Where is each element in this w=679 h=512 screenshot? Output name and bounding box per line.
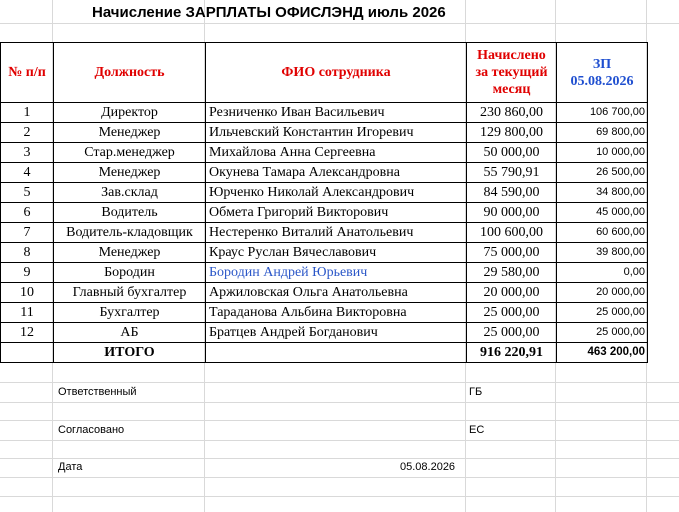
cell-position[interactable]: Зав.склад	[54, 183, 206, 203]
cell-accrued[interactable]: 55 790,91	[467, 163, 557, 183]
cell-position[interactable]: Бухгалтер	[54, 303, 206, 323]
cell-accrued[interactable]: 75 000,00	[467, 243, 557, 263]
table-row	[1, 123, 648, 143]
cell-name[interactable]: Михайлова Анна Сергеевна	[206, 143, 467, 163]
cell-position[interactable]: АБ	[54, 323, 206, 343]
total-label[interactable]: ИТОГО	[54, 343, 206, 363]
cell-num[interactable]: 8	[1, 243, 54, 263]
cell-name[interactable]: Обмета Григорий Викторович	[206, 203, 467, 223]
total-accrued[interactable]: 916 220,91	[467, 343, 557, 363]
cell-zp[interactable]: 39 800,00	[557, 243, 648, 263]
cell-num[interactable]: 9	[1, 263, 54, 283]
cell-zp[interactable]: 25 000,00	[557, 303, 648, 323]
total-row	[1, 343, 648, 363]
header-num[interactable]: № п/п	[1, 43, 54, 103]
cell-zp[interactable]: 45 000,00	[557, 203, 648, 223]
cell-num[interactable]: 2	[1, 123, 54, 143]
cell-accrued[interactable]: 20 000,00	[467, 283, 557, 303]
cell-name[interactable]: Нестеренко Виталий Анатольевич	[206, 223, 467, 243]
cell-name[interactable]: Окунева Тамара Александровна	[206, 163, 467, 183]
cell-zp[interactable]: 69 800,00	[557, 123, 648, 143]
cell-zp[interactable]: 106 700,00	[557, 103, 648, 123]
cell-name[interactable]: Ильчевский Константин Игоревич	[206, 123, 467, 143]
cell-position[interactable]: Менеджер	[54, 123, 206, 143]
total-zp[interactable]: 463 200,00	[557, 343, 648, 363]
header-zp[interactable]	[557, 43, 648, 103]
cell-position[interactable]: Стар.менеджер	[54, 143, 206, 163]
cell-num[interactable]: 5	[1, 183, 54, 203]
table-row	[1, 303, 648, 323]
header-position[interactable]: Должность	[54, 43, 206, 103]
cell-accrued[interactable]: 129 800,00	[467, 123, 557, 143]
cell-name[interactable]: Краус Руслан Вячеславович	[206, 243, 467, 263]
cell-zp[interactable]: 20 000,00	[557, 283, 648, 303]
cell-zp[interactable]: 0,00	[557, 263, 648, 283]
cell-name[interactable]: Резниченко Иван Васильевич	[206, 103, 467, 123]
grid-line	[0, 382, 679, 383]
date-label: Дата	[58, 461, 83, 473]
grid-line	[0, 440, 679, 441]
cell-name[interactable]: Юрченко Николай Александрович	[206, 183, 467, 203]
table-row	[1, 103, 648, 123]
responsible-label: Ответственный	[58, 386, 137, 398]
cell-num[interactable]: 7	[1, 223, 54, 243]
cell-zp[interactable]: 10 000,00	[557, 143, 648, 163]
header-accrued-line3: месяц	[492, 82, 531, 97]
cell-name[interactable]: Братцев Андрей Богданович	[206, 323, 467, 343]
cell-zp[interactable]: 60 600,00	[557, 223, 648, 243]
responsible-value[interactable]: ГБ	[469, 386, 483, 398]
cell-accrued[interactable]: 84 590,00	[467, 183, 557, 203]
payroll-table	[0, 42, 648, 363]
grid-line	[0, 420, 679, 421]
approved-label: Согласовано	[58, 424, 125, 436]
page-title: Начисление ЗАРПЛАТЫ ОФИСЛЭНД июль 2026	[92, 4, 446, 21]
table-row	[1, 183, 648, 203]
cell-accrued[interactable]: 90 000,00	[467, 203, 557, 223]
cell-position[interactable]: Бородин	[54, 263, 206, 283]
cell-zp[interactable]: 25 000,00	[557, 323, 648, 343]
table-row	[1, 283, 648, 303]
cell-num[interactable]: 4	[1, 163, 54, 183]
cell-accrued[interactable]: 50 000,00	[467, 143, 557, 163]
grid-line	[0, 402, 679, 403]
header-accrued-line1: Начислено	[477, 48, 546, 63]
cell-position[interactable]: Главный бухгалтер	[54, 283, 206, 303]
header-zp-line1: ЗП	[592, 56, 612, 72]
cell-accrued[interactable]: 100 600,00	[467, 223, 557, 243]
cell-num[interactable]: 12	[1, 323, 54, 343]
header-accrued-line2: за текущий	[475, 65, 548, 80]
header-name[interactable]: ФИО сотрудника	[206, 43, 467, 103]
header-zp-line2: 05.08.2026	[570, 73, 634, 89]
cell-position[interactable]: Менеджер	[54, 163, 206, 183]
cell-num[interactable]: 11	[1, 303, 54, 323]
cell-accrued[interactable]: 25 000,00	[467, 303, 557, 323]
cell-zp[interactable]: 34 800,00	[557, 183, 648, 203]
cell-position[interactable]: Менеджер	[54, 243, 206, 263]
table-row	[1, 243, 648, 263]
table-row	[1, 163, 648, 183]
approved-value[interactable]: ЕС	[469, 424, 485, 436]
table-row	[1, 323, 648, 343]
cell-position[interactable]: Директор	[54, 103, 206, 123]
cell-num[interactable]: 10	[1, 283, 54, 303]
cell-num[interactable]: 1	[1, 103, 54, 123]
table-row	[1, 223, 648, 243]
cell-position[interactable]: Водитель	[54, 203, 206, 223]
cell-position[interactable]: Водитель-кладовщик	[54, 223, 206, 243]
table-row	[1, 143, 648, 163]
cell-num[interactable]: 3	[1, 143, 54, 163]
cell-accrued[interactable]: 29 580,00	[467, 263, 557, 283]
cell-name[interactable]: Бородин Андрей Юрьевич	[206, 263, 467, 283]
grid-line	[0, 23, 679, 24]
table-header-row	[1, 43, 648, 103]
date-value[interactable]: 05.08.2026	[400, 461, 456, 473]
grid-line	[0, 496, 679, 497]
cell-name[interactable]: Аржиловская Ольга Анатольевна	[206, 283, 467, 303]
cell-accrued[interactable]: 230 860,00	[467, 103, 557, 123]
grid-line	[0, 477, 679, 478]
cell-num[interactable]: 6	[1, 203, 54, 223]
total-num-cell[interactable]	[1, 343, 54, 363]
header-accrued[interactable]	[467, 43, 557, 103]
table-row	[1, 203, 648, 223]
cell-accrued[interactable]: 25 000,00	[467, 323, 557, 343]
cell-zp[interactable]: 26 500,00	[557, 163, 648, 183]
grid-line	[0, 458, 679, 459]
table-row	[1, 263, 648, 283]
cell-name[interactable]: Тараданова Альбина Викторовна	[206, 303, 467, 323]
total-name-cell[interactable]	[206, 343, 467, 363]
